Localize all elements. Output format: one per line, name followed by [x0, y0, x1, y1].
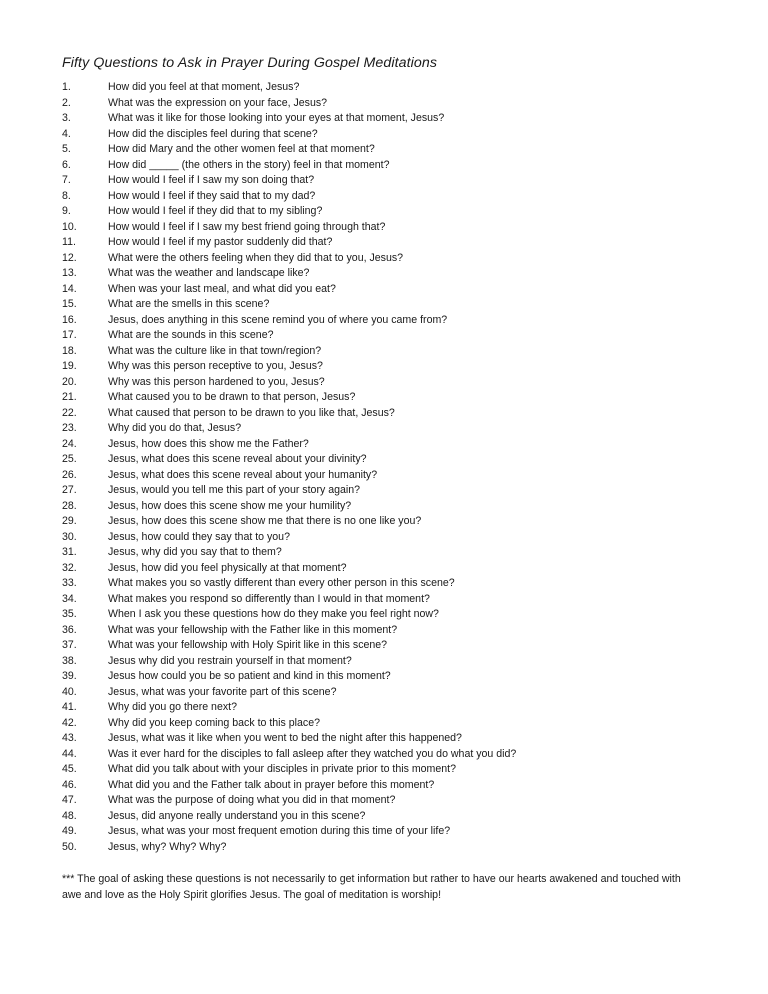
list-item	[62, 654, 742, 670]
question-text: What caused that person to be drawn to you like that, Jesus?	[108, 406, 395, 419]
question-number: 45.	[62, 763, 77, 775]
question-text: What was it like for those looking into your eyes at that moment, Jesus?	[108, 112, 445, 124]
question-text: What makes you respond so differently than I would in that moment?	[108, 592, 430, 605]
question-text: Why was this person hardened to you, Jesus?	[108, 375, 325, 388]
question-text: Jesus, did anyone really understand you in this scene?	[108, 809, 366, 822]
list-item	[62, 80, 742, 96]
list-item	[62, 716, 742, 732]
list-item	[62, 313, 742, 329]
question-number: 16.	[62, 313, 77, 326]
question-number: 48.	[62, 809, 77, 822]
list-item	[62, 344, 742, 360]
question-number: 21.	[62, 391, 77, 403]
question-number: 29.	[62, 515, 77, 527]
question-text: Why was this person receptive to you, Jesus?	[108, 360, 323, 372]
list-item	[62, 561, 742, 577]
question-text: Jesus how could you be so patient and kind in this moment?	[108, 670, 391, 682]
question-text: Jesus why did you restrain yourself in that moment?	[108, 654, 352, 667]
list-item	[62, 545, 742, 561]
question-number: 9.	[62, 205, 71, 217]
question-number: 23.	[62, 422, 77, 434]
question-number: 7.	[62, 174, 71, 186]
question-text: Jesus, what does this scene reveal about your humanity?	[108, 468, 378, 481]
list-item	[62, 731, 742, 747]
question-number: 33.	[62, 577, 77, 589]
question-text: How did the disciples feel during that scene?	[108, 127, 318, 140]
question-number: 1.	[62, 81, 71, 93]
question-text: Jesus, what was it like when you went to bed the night after this happened?	[108, 732, 462, 744]
question-text: Jesus, why? Why? Why?	[108, 840, 227, 853]
question-text: Jesus, would you tell me this part of your story again?	[108, 484, 361, 496]
list-item	[62, 390, 742, 406]
question-text: What are the sounds in this scene?	[108, 329, 274, 341]
question-text: What was the weather and landscape like?	[108, 267, 310, 279]
question-text: Jesus, what was your favorite part of this scene?	[108, 685, 337, 698]
list-item	[62, 421, 742, 437]
question-text: What caused you to be drawn to that person, Jesus?	[108, 391, 356, 403]
question-number: 25.	[62, 453, 77, 465]
question-number: 40.	[62, 685, 77, 698]
list-item	[62, 266, 742, 282]
question-number: 13.	[62, 267, 77, 279]
question-text: What was the culture like in that town/region?	[108, 344, 322, 357]
question-text: Jesus, what does this scene reveal about your divinity?	[108, 453, 367, 465]
list-item	[62, 189, 742, 205]
question-number: 42.	[62, 716, 77, 729]
question-number: 41.	[62, 701, 77, 713]
list-item	[62, 762, 742, 778]
list-item	[62, 406, 742, 422]
question-number: 36.	[62, 623, 77, 636]
list-item	[62, 499, 742, 515]
question-text: How would I feel if my pastor suddenly did that?	[108, 236, 333, 248]
list-item	[62, 483, 742, 499]
question-text: Jesus, why did you say that to them?	[108, 546, 282, 558]
list-item	[62, 173, 742, 189]
question-number: 19.	[62, 360, 77, 372]
list-item	[62, 96, 742, 112]
list-item	[62, 452, 742, 468]
question-text: Jesus, does anything in this scene remind you of where you came from?	[108, 313, 448, 326]
question-list	[62, 80, 742, 855]
list-item	[62, 328, 742, 344]
list-item	[62, 127, 742, 143]
question-number: 10.	[62, 220, 77, 233]
question-number: 15.	[62, 298, 77, 310]
question-text: How did Mary and the other women feel at that moment?	[108, 143, 375, 155]
list-item	[62, 359, 742, 375]
list-item	[62, 282, 742, 298]
footnote: *** The goal of asking these questions is not necessarily to get information but rather to have our hearts awakened and touched with awe and love as the Holy Spirit glorifies Jesus. The goal of meditation is worship!	[62, 873, 681, 901]
question-number: 27.	[62, 484, 77, 496]
question-number: 14.	[62, 282, 77, 295]
list-item	[62, 778, 742, 794]
page-title: Fifty Questions to Ask in Prayer During Gospel Meditations	[62, 55, 438, 71]
question-number: 38.	[62, 654, 77, 667]
list-item	[62, 530, 742, 546]
question-number: 35.	[62, 608, 77, 620]
question-number: 6.	[62, 158, 71, 171]
question-number: 8.	[62, 189, 71, 202]
list-item	[62, 669, 742, 685]
question-text: How would I feel if I saw my best friend going through that?	[108, 220, 386, 233]
list-item	[62, 158, 742, 174]
question-number: 11.	[62, 236, 76, 248]
question-text: Jesus, how does this show me the Father?	[108, 437, 309, 450]
question-text: How would I feel if I saw my son doing that?	[108, 174, 315, 186]
question-text: Jesus, how could they say that to you?	[108, 530, 290, 543]
question-text: Jesus, how did you feel physically at that moment?	[108, 561, 347, 574]
question-number: 50.	[62, 840, 77, 853]
question-text: Jesus, what was your most frequent emotion during this time of your life?	[108, 825, 451, 837]
list-item	[62, 747, 742, 763]
question-number: 18.	[62, 344, 77, 357]
question-text: Why did you do that, Jesus?	[108, 422, 242, 434]
question-text: How did you feel at that moment, Jesus?	[108, 81, 300, 93]
list-item	[62, 437, 742, 453]
question-number: 5.	[62, 143, 71, 155]
question-text: Jesus, how does this scene show me that there is no one like you?	[108, 515, 422, 527]
question-number: 24.	[62, 437, 77, 450]
question-number: 3.	[62, 112, 71, 124]
question-text: How would I feel if they did that to my sibling?	[108, 205, 323, 217]
list-item	[62, 700, 742, 716]
list-item	[62, 793, 742, 809]
question-number: 39.	[62, 670, 77, 682]
question-number: 49.	[62, 825, 77, 837]
question-text: What was your fellowship with the Father like in this moment?	[108, 623, 398, 636]
question-text: What are the smells in this scene?	[108, 298, 270, 310]
question-number: 34.	[62, 592, 77, 605]
list-item	[62, 375, 742, 391]
question-text: When was your last meal, and what did you eat?	[108, 282, 336, 295]
list-item	[62, 592, 742, 608]
list-item	[62, 824, 742, 840]
question-text: How would I feel if they said that to my dad?	[108, 189, 316, 202]
list-item	[62, 251, 742, 267]
question-number: 17.	[62, 329, 77, 341]
list-item	[62, 809, 742, 825]
question-number: 2.	[62, 96, 71, 109]
list-item	[62, 638, 742, 654]
list-item	[62, 204, 742, 220]
question-number: 20.	[62, 375, 77, 388]
question-text: How did _____ (the others in the story) feel in that moment?	[108, 158, 390, 171]
question-number: 47.	[62, 794, 77, 806]
question-text: Was it ever hard for the disciples to fall asleep after they watched you do what you did?	[108, 747, 517, 760]
question-text: Jesus, how does this scene show me your humility?	[108, 499, 352, 512]
list-item	[62, 220, 742, 236]
list-item	[62, 142, 742, 158]
question-text: What did you and the Father talk about in prayer before this moment?	[108, 778, 435, 791]
list-item	[62, 297, 742, 313]
list-item	[62, 111, 742, 127]
list-item	[62, 514, 742, 530]
question-text: Why did you keep coming back to this place?	[108, 716, 320, 729]
list-item	[62, 576, 742, 592]
question-text: Why did you go there next?	[108, 701, 237, 713]
question-text: What makes you so vastly different than every other person in this scene?	[108, 577, 455, 589]
question-number: 43.	[62, 732, 77, 744]
question-number: 12.	[62, 251, 77, 264]
list-item	[62, 235, 742, 251]
question-number: 32.	[62, 561, 77, 574]
question-text: What was your fellowship with Holy Spirit like in this scene?	[108, 639, 388, 651]
question-text: What were the others feeling when they did that to you, Jesus?	[108, 251, 404, 264]
question-text: What was the expression on your face, Jesus?	[108, 96, 328, 109]
question-text: What was the purpose of doing what you did in that moment?	[108, 794, 396, 806]
question-text: When I ask you these questions how do they make you feel right now?	[108, 608, 439, 620]
question-number: 28.	[62, 499, 77, 512]
question-number: 44.	[62, 747, 77, 760]
question-number: 26.	[62, 468, 77, 481]
question-number: 37.	[62, 639, 77, 651]
question-number: 46.	[62, 778, 77, 791]
list-item	[62, 623, 742, 639]
question-number: 30.	[62, 530, 77, 543]
question-text: What did you talk about with your disciples in private prior to this moment?	[108, 763, 456, 775]
question-number: 4.	[62, 127, 71, 140]
list-item	[62, 468, 742, 484]
question-number: 22.	[62, 406, 77, 419]
list-item	[62, 685, 742, 701]
list-item	[62, 607, 742, 623]
list-item	[62, 840, 742, 856]
question-number: 31.	[62, 546, 77, 558]
